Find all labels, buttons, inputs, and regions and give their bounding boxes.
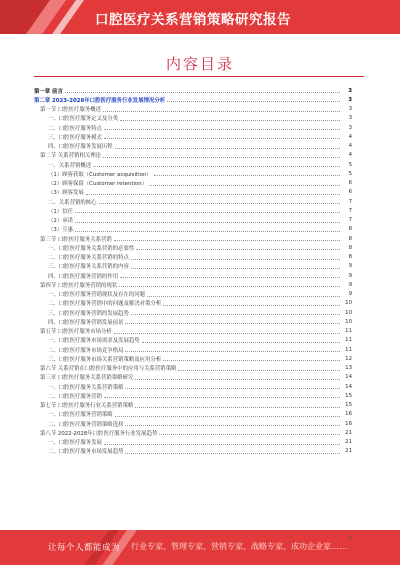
toc-dot-leader	[131, 255, 340, 260]
toc-entry-title: （3）互惠	[48, 227, 73, 234]
toc-entry-title: 二、口腔医疗服务营销策略选择	[48, 421, 124, 428]
toc-entry-title: 一、口腔医疗服务发展	[48, 440, 102, 447]
header-banner	[0, 0, 400, 34]
toc-entry-page: 5	[348, 170, 352, 177]
toc-entry-title: 一、口腔医疗服务关系营销的必要性	[48, 245, 135, 252]
toc-dot-leader	[86, 190, 340, 195]
toc-entry[interactable]	[34, 382, 352, 391]
toc-entry-page: 13	[345, 365, 352, 372]
toc-dot-leader	[163, 356, 340, 361]
toc-entry-page: 4	[348, 143, 352, 150]
toc-entry[interactable]	[34, 86, 352, 95]
toc-entry-page: 3	[348, 115, 352, 122]
toc-dot-leader	[103, 153, 340, 158]
toc-entry-page: 4	[348, 133, 352, 140]
toc-entry-page: 6	[348, 180, 352, 187]
toc-dot-leader	[125, 347, 340, 352]
toc-dot-leader	[135, 403, 340, 408]
toc-dot-leader	[125, 384, 340, 389]
toc-dot-leader	[167, 97, 340, 102]
toc-dot-leader	[75, 218, 340, 223]
toc-entry[interactable]	[34, 410, 352, 419]
toc-dot-leader	[135, 375, 340, 380]
toc-entry-title: 二、口腔医疗服务营销	[48, 393, 102, 400]
toc-dot-leader	[114, 329, 340, 334]
toc-entry-title: 第七节 口腔医疗服务行业关系营销策略	[40, 403, 134, 410]
toc-entry-title: 第五节 口腔医疗服务市场分析	[40, 329, 112, 336]
toc-entry-title: 三、口腔医疗服务营销的发展趋势	[48, 310, 129, 317]
toc-entry-title: 二、口腔医疗服务市场竞争格局	[48, 347, 124, 354]
toc-entry[interactable]	[34, 345, 352, 354]
toc-entry[interactable]	[34, 169, 352, 178]
toc-entry[interactable]	[34, 160, 352, 169]
toc-entry-title: 第六节 关系营销在口腔医疗服务中的应用与关系营销策略	[40, 366, 177, 373]
toc-entry-page: 3	[348, 87, 352, 94]
toc-entry[interactable]	[34, 188, 352, 197]
toc-dot-leader	[114, 236, 340, 241]
toc-entry-title: 第四节 口腔医疗服务营销的现状	[40, 282, 118, 289]
toc-entry-page: 3	[348, 96, 352, 103]
toc-entry-title: 三、口腔医疗服务市场关系营销策略及应用分析	[48, 356, 162, 363]
toc-dot-leader	[125, 449, 340, 454]
toc-entry-page: 4	[348, 152, 352, 159]
toc-entry-title: 第一节 口腔医疗服务概述	[40, 107, 102, 114]
toc-entry-page: 11	[345, 337, 352, 344]
toc-entry-page: 9	[348, 263, 352, 270]
toc-entry[interactable]	[34, 280, 352, 289]
toc-entry[interactable]	[34, 317, 352, 326]
toc-dot-leader	[115, 144, 340, 149]
toc-entry-title: 一、口腔医疗服务营销策略	[48, 412, 113, 419]
toc-entry-title: 第一章 前言	[34, 88, 63, 95]
toc-entry[interactable]	[34, 206, 352, 215]
toc-entry[interactable]	[34, 142, 352, 151]
toc-entry-title: （2）顾客保留（Customer retention）	[48, 181, 148, 188]
toc-entry-title: 二、口腔医疗服务营销中的问题及解决对策分析	[48, 301, 162, 308]
toc-heading: 内容目录	[165, 55, 234, 73]
toc-entry[interactable]	[34, 123, 352, 132]
toc-entry-page: 7	[348, 217, 352, 224]
toc-entry[interactable]	[34, 271, 352, 280]
toc-entry[interactable]	[34, 216, 352, 225]
toc-entry[interactable]	[34, 428, 352, 437]
toc-entry-title: （1）顾客获取（Customer acquisition）	[48, 171, 152, 178]
toc-entry-title: 四、口腔医疗服务营销的作用	[48, 273, 119, 280]
toc-entry[interactable]	[34, 299, 352, 308]
toc-entry[interactable]	[34, 151, 352, 160]
table-of-contents	[34, 86, 352, 456]
toc-dot-leader	[115, 412, 340, 417]
toc-dot-leader	[119, 282, 340, 287]
toc-dot-leader	[103, 107, 340, 112]
toc-entry-title: 四、口腔医疗服务营销发展前景	[48, 319, 124, 326]
toc-entry[interactable]	[34, 253, 352, 262]
toc-dot-leader	[131, 310, 340, 315]
toc-entry-title: 一、口腔医疗服务定义及分类	[48, 116, 119, 123]
toc-dot-leader	[154, 171, 340, 176]
toc-entry-title: 一、口腔医疗服务营销现状及存在的问题	[48, 292, 146, 299]
toc-dot-leader	[159, 430, 340, 435]
toc-entry-page: 21	[345, 429, 352, 436]
toc-entry-page: 8	[348, 254, 352, 261]
toc-entry-title: （3）顾客发展	[48, 190, 84, 197]
report-title: 口腔医疗关系营销策略研究报告	[95, 12, 291, 28]
toc-entry[interactable]	[34, 327, 352, 336]
toc-divider	[34, 76, 364, 77]
toc-entry[interactable]	[34, 391, 352, 400]
toc-entry-page: 16	[345, 411, 352, 418]
toc-entry[interactable]	[34, 95, 352, 104]
toc-dot-leader	[93, 162, 340, 167]
toc-dot-leader	[104, 393, 340, 398]
toc-entry[interactable]	[34, 308, 352, 317]
toc-entry-page: 12	[345, 355, 352, 362]
toc-entry-title: 第三章 口腔医疗服务关系营销策略研究	[40, 375, 134, 382]
toc-entry-title: 二、口腔医疗服务市场发展趋势	[48, 449, 124, 456]
toc-dot-leader	[125, 319, 340, 324]
toc-entry-title: 一、口腔医疗服务市场需求及发展趋势	[48, 338, 140, 345]
toc-entry[interactable]	[34, 438, 352, 447]
toc-entry[interactable]	[34, 243, 352, 252]
toc-entry-page: 9	[348, 281, 352, 288]
toc-entry-page: 5	[348, 161, 352, 168]
toc-entry[interactable]	[34, 401, 352, 410]
toc-dot-leader	[136, 245, 340, 250]
toc-entry-title: 一、口腔医疗服务关系营销策略	[48, 384, 124, 391]
toc-entry-page: 8	[348, 244, 352, 251]
toc-entry-title: 第八节 2022-2028年口腔医疗服务行业发展趋势	[40, 430, 158, 437]
toc-dot-leader	[104, 440, 340, 445]
toc-entry[interactable]	[34, 114, 352, 123]
toc-dot-leader	[104, 134, 340, 139]
toc-entry-title: 四、口腔医疗服务发展历程	[48, 144, 113, 151]
toc-dot-leader	[178, 366, 340, 371]
page-number: 1	[348, 536, 352, 542]
footer-tags: 行业专家、管理专家、营销专家、战略专家、成功企业家……	[131, 542, 347, 551]
toc-entry-page: 15	[345, 402, 352, 409]
toc-entry-title: 二、口腔医疗服务特点	[48, 125, 102, 132]
toc-dot-leader	[120, 273, 340, 278]
toc-entry-page: 15	[345, 392, 352, 399]
toc-entry[interactable]	[34, 373, 352, 382]
toc-entry-page: 14	[345, 383, 352, 390]
toc-dot-leader	[149, 181, 340, 186]
toc-dot-leader	[65, 88, 340, 93]
toc-entry[interactable]	[34, 105, 352, 114]
toc-entry-title: 第二章 2023-2028年口腔医疗服务行业发展情况分析	[34, 97, 166, 104]
toc-dot-leader	[163, 301, 340, 306]
toc-entry[interactable]	[34, 132, 352, 141]
toc-entry-page: 9	[348, 291, 352, 298]
toc-dot-leader	[75, 227, 340, 232]
toc-entry[interactable]	[34, 364, 352, 373]
toc-entry-page: 14	[345, 374, 352, 381]
toc-dot-leader	[75, 208, 340, 213]
toc-entry[interactable]	[34, 290, 352, 299]
toc-entry-page: 6	[348, 189, 352, 196]
toc-entry[interactable]	[34, 225, 352, 234]
toc-dot-leader	[104, 125, 340, 130]
toc-entry-page: 7	[348, 198, 352, 205]
toc-dot-leader	[147, 292, 340, 297]
toc-entry-page: 3	[348, 106, 352, 113]
toc-entry-title: （1）信任	[48, 208, 73, 215]
toc-entry-title: （2）承诺	[48, 218, 73, 225]
toc-entry-page: 10	[345, 318, 352, 325]
toc-entry[interactable]	[34, 447, 352, 456]
toc-entry-page: 8	[348, 226, 352, 233]
toc-entry[interactable]	[34, 419, 352, 428]
toc-entry-title: 三、口腔医疗服务关系营销的内容	[48, 264, 129, 271]
toc-entry[interactable]	[34, 336, 352, 345]
toc-entry[interactable]	[34, 354, 352, 363]
toc-entry-page: 8	[348, 235, 352, 242]
toc-entry-page: 21	[345, 439, 352, 446]
toc-entry[interactable]	[34, 234, 352, 243]
toc-entry-page: 10	[345, 309, 352, 316]
toc-entry[interactable]	[34, 262, 352, 271]
toc-entry-page: 7	[348, 207, 352, 214]
toc-entry-page: 11	[345, 328, 352, 335]
toc-dot-leader	[99, 199, 340, 204]
toc-entry-page: 9	[348, 272, 352, 279]
toc-entry-page: 16	[345, 420, 352, 427]
toc-entry-title: 三、口腔医疗服务模式	[48, 134, 102, 141]
toc-entry[interactable]	[34, 179, 352, 188]
footer-slogan: 让每个人都能成为	[48, 543, 121, 553]
toc-dot-leader	[142, 338, 340, 343]
toc-entry-title: 二、关系营销的核心	[48, 199, 97, 206]
toc-entry-title: 第二节 关系营销相关理论	[40, 153, 102, 160]
toc-entry-title: 二、口腔医疗服务关系营销的特点	[48, 255, 129, 262]
toc-entry-page: 3	[348, 124, 352, 131]
toc-dot-leader	[125, 421, 340, 426]
toc-entry-page: 21	[345, 448, 352, 455]
toc-dot-leader	[131, 264, 340, 269]
toc-entry-page: 11	[345, 346, 352, 353]
toc-entry-title: 第三节 口腔医疗服务关系营销	[40, 236, 112, 243]
toc-entry-title: 一、关系营销概述	[48, 162, 92, 169]
toc-entry-page: 10	[345, 300, 352, 307]
toc-entry[interactable]	[34, 197, 352, 206]
toc-dot-leader	[120, 116, 340, 121]
